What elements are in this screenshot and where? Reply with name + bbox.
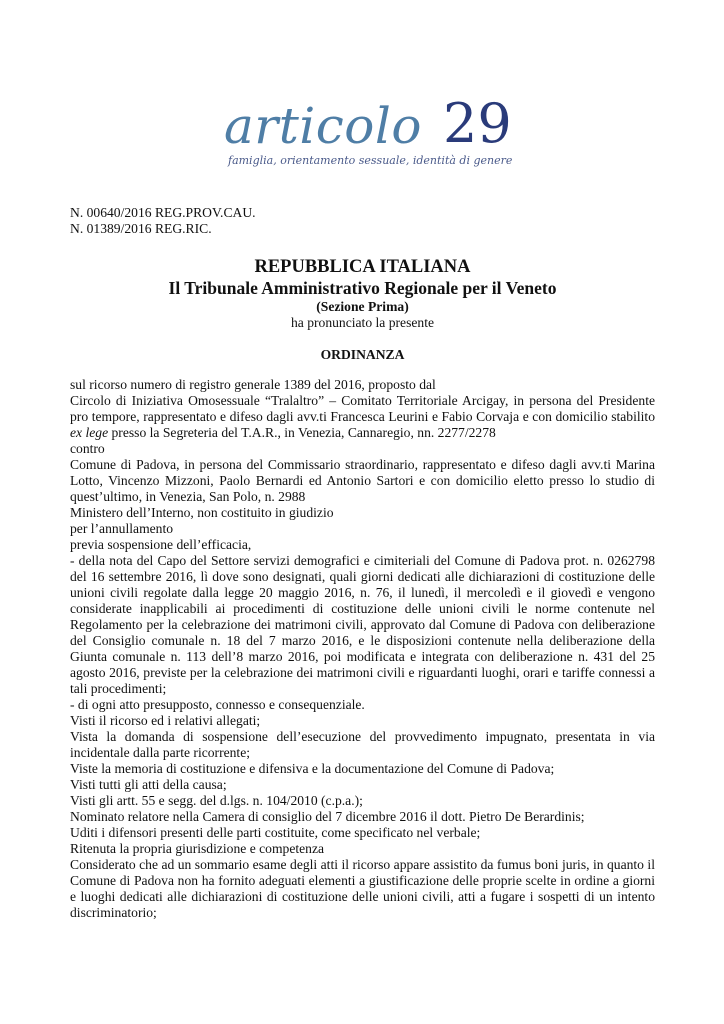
document-body bbox=[70, 205, 655, 921]
paragraph: Viste la memoria di costituzione e difensiva e la documentazione del Comune di Padova; bbox=[70, 761, 555, 776]
paragraph: Ritenuta la propria giurisdizione e competenza bbox=[70, 841, 325, 856]
italic-span: ex lege bbox=[70, 425, 109, 440]
paragraph: previa sospensione dell’efficacia, bbox=[70, 537, 252, 552]
reg-prov-cau: N. 00640/2016 REG.PROV.CAU. bbox=[70, 205, 256, 220]
paragraph: - di ogni atto presupposto, connesso e consequenziale. bbox=[70, 697, 365, 712]
logo-wordmark: articolo bbox=[224, 97, 422, 155]
paragraph: Ministero dell’Interno, non costituito in giudizio bbox=[70, 505, 334, 520]
paragraph: Vista la domanda di sospensione dell’esecuzione del provvedimento impugnato, presentata in via incidentale dalla parte ricorrente; bbox=[70, 729, 655, 760]
logo-tagline: famiglia, orientamento sessuale, identità di genere bbox=[228, 154, 513, 167]
paragraph: Considerato che ad un sommario esame degli atti il ricorso appare assistito da fumus boni juris, in quanto il Comune di Padova non ha fornito adeguati elementi a giustificazione delle proprie scelte in ordine a giorni e luoghi dedicati alle dichiarazioni di costituzione delle unioni civili, atti a fugare i sospetti di un intento discriminatorio; bbox=[70, 857, 655, 920]
logo-number: 29 bbox=[443, 92, 512, 155]
case-references bbox=[70, 205, 655, 237]
text-span: presso la Segreteria del T.A.R., in Venezia, Cannaregio, nn. 2277/2278 bbox=[108, 425, 496, 440]
pronounced-line: ha pronunciato la presente bbox=[290, 315, 435, 330]
paragraph: Visti tutti gli atti della causa; bbox=[70, 777, 227, 792]
paragraph: Nominato relatore nella Camera di consiglio del 7 dicembre 2016 il dott. Pietro De Berardinis; bbox=[70, 809, 585, 824]
court-heading: Il Tribunale Amministrativo Regionale per il Veneto bbox=[168, 278, 557, 298]
paragraph: per l’annullamento bbox=[70, 521, 174, 536]
text-span: Circolo di Iniziativa Omosessuale “Tralaltro” – Comitato Territoriale Arcigay, in persona del Presidente pro tempore, rappresentato e difeso dagli avv.ti Francesca Leurini e Fabio Corvaja e con domicilio stabilito bbox=[70, 393, 655, 424]
paragraph: Visti gli artt. 55 e segg. del d.lgs. n. 104/2010 (c.p.a.); bbox=[70, 793, 363, 808]
paragraph: Visti il ricorso ed i relativi allegati; bbox=[70, 713, 261, 728]
paragraph: - della nota del Capo del Settore servizi demografici e cimiteriali del Comune di Padova prot. n. 0262798 del 16 settembre 2016, lì dove sono designati, quali giorni dedicati alle dichiarazioni di costituzione delle unioni civili regolate dalla legge 20 maggio 2016, n. 76, il lunedì, il mercoledì e il giovedì e vengono considerate inapplicabili ai procedimenti di costituzione delle unioni civili le norme contenute nel Regolamento per la celebrazione dei matrimoni civili, approvato dal Comune di Padova con deliberazione del Consiglio comunale n. 18 del 7 marzo 2016, e le disposizioni contenute nella deliberazione della Giunta comunale n. 113 dell’8 marzo 2016, poi modificata e integrata con deliberazione n. 431 del 25 agosto 2016, previste per la celebrazione dei matrimoni civili e riguardanti luoghi, orari e tariffe connessi a tali procedimenti; bbox=[70, 553, 655, 696]
document-type: ORDINANZA bbox=[320, 347, 405, 362]
section-heading: (Sezione Prima) bbox=[316, 299, 409, 314]
republic-heading: REPUBBLICA ITALIANA bbox=[254, 257, 471, 277]
paragraph-ricorrente bbox=[70, 393, 655, 441]
paragraph: sul ricorso numero di registro generale 1389 del 2016, proposto dal bbox=[70, 377, 436, 392]
paragraph: Uditi i difensori presenti delle parti costituite, come specificato nel verbale; bbox=[70, 825, 481, 840]
ordinance-text bbox=[70, 377, 655, 921]
paragraph: contro bbox=[70, 441, 105, 456]
articolo29-logo bbox=[224, 92, 513, 176]
reg-ric: N. 01389/2016 REG.RIC. bbox=[70, 221, 212, 236]
paragraph: Comune di Padova, in persona del Commissario straordinario, rappresentato e difeso dagli avv.ti Marina Lotto, Vincenzo Mizzoni, Paolo Bernardi ed Antonio Sartori e con domicilio eletto presso lo studio di quest’ultimo, in Venezia, San Polo, n. 2988 bbox=[70, 457, 655, 504]
